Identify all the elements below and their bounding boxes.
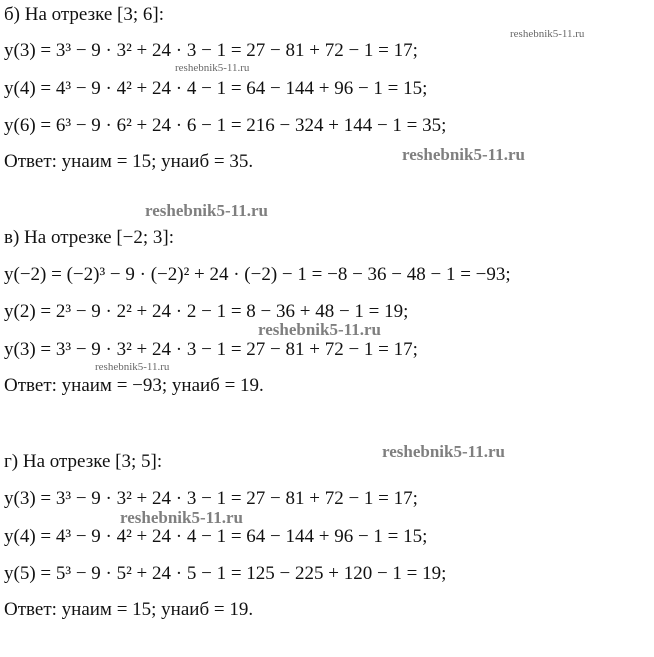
section-g-answer: Ответ: yнаим = 15; yнаиб = 19. (4, 599, 254, 620)
watermark: reshebnik5-11.ru (175, 62, 250, 74)
watermark: reshebnik5-11.ru (145, 201, 268, 220)
watermark: reshebnik5-11.ru (382, 442, 505, 461)
section-b-line-2: y(4) = 4³ − 9 · 4² + 24 · 4 − 1 = 64 − 144 + 96 − 1 = 15; (4, 78, 428, 99)
section-b-line-1: y(3) = 3³ − 9 · 3² + 24 · 3 − 1 = 27 − 81 + 72 − 1 = 17; (4, 40, 418, 61)
section-g-line-2: y(4) = 4³ − 9 · 4² + 24 · 4 − 1 = 64 − 144 + 96 − 1 = 15; (4, 526, 428, 547)
section-b-heading: б) На отрезке [3; 6]: (4, 4, 165, 25)
watermark: reshebnik5-11.ru (258, 320, 381, 339)
section-b-line-3: y(6) = 6³ − 9 · 6² + 24 · 6 − 1 = 216 − 324 + 144 − 1 = 35; (4, 115, 447, 136)
section-v-line-2: y(2) = 2³ − 9 · 2² + 24 · 2 − 1 = 8 − 36 + 48 − 1 = 19; (4, 301, 409, 322)
section-g-heading: г) На отрезке [3; 5]: (4, 451, 163, 472)
section-v-line-1: y(−2) = (−2)³ − 9 · (−2)² + 24 · (−2) − 1 = −8 − 36 − 48 − 1 = −93; (4, 264, 511, 285)
section-g-line-3: y(5) = 5³ − 9 · 5² + 24 · 5 − 1 = 125 − 225 + 120 − 1 = 19; (4, 563, 447, 584)
section-b-answer: Ответ: yнаим = 15; yнаиб = 35. (4, 151, 254, 172)
watermark: reshebnik5-11.ru (510, 28, 585, 40)
section-v-heading: в) На отрезке [−2; 3]: (4, 227, 175, 248)
watermark: reshebnik5-11.ru (402, 145, 525, 164)
section-v-line-3: y(3) = 3³ − 9 · 3² + 24 · 3 − 1 = 27 − 81 + 72 − 1 = 17; (4, 339, 418, 360)
section-g-line-1: y(3) = 3³ − 9 · 3² + 24 · 3 − 1 = 27 − 81 + 72 − 1 = 17; (4, 488, 418, 509)
watermark: reshebnik5-11.ru (95, 361, 170, 373)
watermark: reshebnik5-11.ru (120, 508, 243, 527)
section-v-answer: Ответ: yнаим = −93; yнаиб = 19. (4, 375, 264, 396)
